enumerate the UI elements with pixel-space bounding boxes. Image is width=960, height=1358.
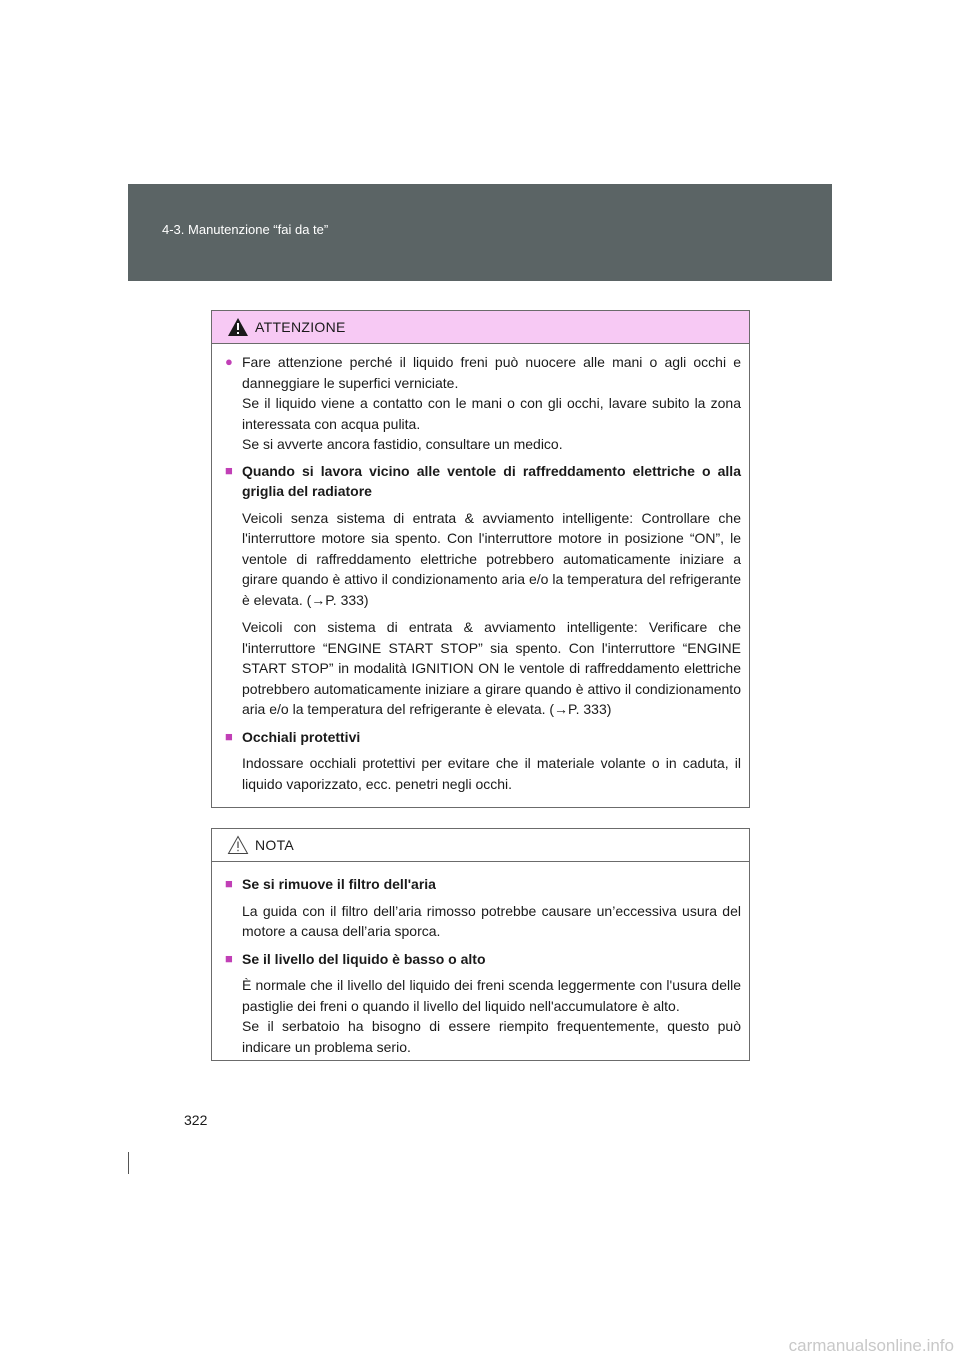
section-square-icon: ■	[225, 728, 233, 744]
warning-section-heading: Occhiali protettivi	[242, 728, 361, 745]
watermark: carmanualsonline.info	[788, 1336, 954, 1355]
page-number: 322	[184, 1112, 208, 1128]
note-section	[225, 949, 741, 1058]
warning-bullet-line: Fare attenzione perché il liquido freni può nuocere alle mani o agli occhi e danneggiare le superfici verniciate.	[242, 354, 741, 391]
warning-section	[225, 461, 741, 720]
warning-bullet-item	[225, 352, 741, 455]
header-band	[128, 184, 832, 281]
note-label: NOTA	[255, 837, 295, 853]
note-box-body	[212, 862, 749, 1057]
note-section-paragraph: La guida con il filtro dell’aria rimosso potrebbe causare un’eccessiva usura del motore a causa dell’aria sporca.	[242, 902, 741, 939]
warning-box-body	[212, 344, 749, 794]
bullet-dot-icon: ●	[225, 354, 233, 369]
warning-section-heading: Quando si lavora vicino alle ventole di raffreddamento elettriche o alla griglia del radiatore	[242, 462, 741, 499]
warning-section-paragraph: Indossare occhiali protettivi per evitare che il materiale volante o in caduta, il liquido vaporizzato, ecc. penetri negli occhi.	[242, 755, 741, 792]
warning-bullet-line: Se il liquido viene a contatto con le mani o con gli occhi, lavare subito la zona interessata con acqua pulita.	[242, 395, 741, 432]
warning-section-paragraph: Veicoli con sistema di entrata & avviamento intelligente: Verificare che l'interruttore “ENGINE START STOP” sia spento. Con l'interruttore “ENGINE START STOP” in modalità IGNITION ON le ventole di raffreddamento elettriche potrebbero automaticamente iniziare a girare quando è attivo il condizionamento aria e/o la temperatura del refrigerante è elevata. (→P. 333)	[242, 619, 741, 717]
note-section-paragraph: È normale che il livello del liquido dei freni scenda leggermente con l'usura delle pastiglie dei freni o quando il livello del liquido nell'accumulatore è alto.	[242, 977, 741, 1014]
note-section-heading: Se il livello del liquido è basso o alto	[242, 950, 486, 967]
warning-triangle-icon	[227, 317, 249, 337]
warning-label: ATTENZIONE	[255, 319, 346, 335]
warning-box	[211, 310, 750, 808]
note-section	[225, 874, 741, 942]
section-square-icon: ■	[225, 950, 233, 966]
warning-box-header	[212, 311, 749, 344]
section-square-icon: ■	[225, 876, 233, 891]
section-square-icon: ■	[225, 462, 233, 478]
section-title: 4-3. Manutenzione “fai da te”	[162, 222, 329, 237]
note-section-heading: Se si rimuove il filtro dell'aria	[242, 876, 436, 892]
caution-triangle-outline-icon	[227, 835, 249, 855]
margin-line	[128, 1152, 129, 1174]
note-box-header	[212, 829, 749, 862]
warning-bullet-line: Se si avverte ancora fastidio, consultare un medico.	[242, 436, 563, 452]
warning-section	[225, 727, 741, 795]
note-box	[211, 828, 750, 1061]
warning-section-paragraph: Veicoli senza sistema di entrata & avviamento intelligente: Controllare che l'interruttore motore sia spento. Con l'interruttore motore in posizione “ON”, le ventole di raffreddamento elettriche potrebbero automaticamente iniziare a girare quando è attivo il condizionamento aria e/o la temperatura del refrigerante è elevata. (→P. 333)	[242, 509, 741, 608]
note-section-paragraph: Se il serbatoio ha bisogno di essere riempito frequentemente, questo può indicare un problema serio.	[242, 1018, 741, 1055]
